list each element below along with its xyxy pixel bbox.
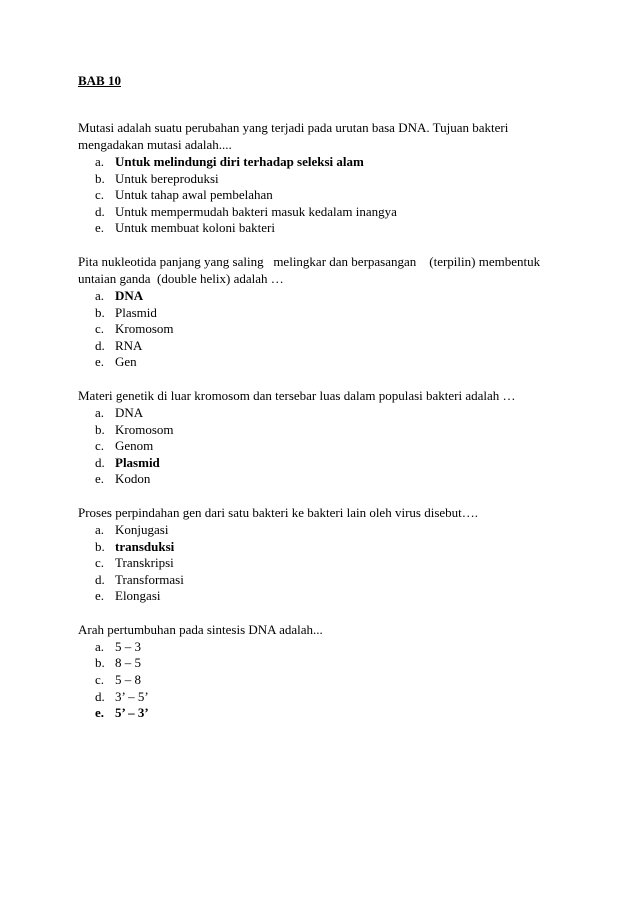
option-letter: d. (95, 337, 105, 353)
option-list (78, 153, 558, 236)
option-item (78, 337, 558, 354)
option-letter: c. (95, 555, 105, 571)
question-3 (78, 387, 558, 487)
option-item (78, 470, 558, 487)
option-item (78, 554, 558, 571)
option-text: Elongasi (115, 588, 161, 604)
option-letter: a. (95, 154, 105, 169)
option-item (78, 571, 558, 588)
option-text: 8 – 5 (115, 655, 141, 671)
option-letter: b. (95, 421, 105, 437)
option-letter: b. (95, 655, 105, 671)
option-letter: a. (95, 638, 105, 654)
option-text: Untuk mempermudah bakteri masuk kedalam inangya (115, 203, 397, 219)
option-letter: a. (95, 287, 105, 303)
question-1 (78, 119, 558, 236)
question-4 (78, 504, 558, 604)
option-letter: a. (95, 404, 105, 420)
option-letter: e. (95, 588, 105, 604)
option-item (78, 219, 558, 236)
question-5 (78, 621, 558, 721)
option-letter: c. (95, 672, 105, 688)
option-item (78, 404, 558, 421)
question-text: Proses perpindahan gen dari satu bakteri ke bakteri lain oleh virus disebut…. (78, 504, 479, 520)
option-item (78, 353, 558, 370)
question-text-continued: untaian ganda (double helix) adalah … (78, 270, 284, 286)
question-text-continued: mengadakan mutasi adalah.... (78, 137, 232, 152)
option-letter: e. (95, 354, 105, 370)
option-item (78, 304, 558, 321)
option-text: Untuk bereproduksi (115, 170, 219, 186)
option-text: Untuk membuat koloni bakteri (115, 220, 275, 236)
option-item (78, 203, 558, 220)
option-letter: d. (95, 688, 105, 704)
option-letter: d. (95, 571, 105, 587)
option-item (78, 654, 558, 671)
option-text: Transformasi (115, 571, 184, 587)
option-text: 5 – 3 (115, 638, 141, 654)
option-letter: e. (95, 220, 105, 236)
option-letter: c. (95, 438, 105, 454)
option-item (78, 320, 558, 337)
option-letter: c. (95, 187, 105, 203)
chapter-title: BAB 10 (78, 73, 121, 88)
option-text: Plasmid (115, 304, 157, 320)
question-text: Pita nukleotida panjang yang saling melingkar dan berpasangan (terpilin) membentuk (78, 253, 541, 269)
option-text: DNA (115, 404, 144, 420)
option-item (78, 704, 558, 721)
question-text: Mutasi adalah suatu perubahan yang terjadi pada urutan basa DNA. Tujuan bakteri (78, 120, 509, 135)
option-text: Untuk tahap awal pembelahan (115, 187, 273, 203)
option-text: RNA (115, 337, 143, 353)
option-text: Transkripsi (115, 555, 174, 571)
option-text: Untuk melindungi diri terhadap seleksi alam (115, 154, 364, 169)
option-item (78, 521, 558, 538)
option-item (78, 638, 558, 655)
option-list (78, 638, 558, 721)
option-text: Kromosom (115, 321, 174, 337)
option-letter: a. (95, 521, 105, 537)
option-item (78, 671, 558, 688)
option-letter: c. (95, 321, 105, 337)
option-letter: b. (95, 304, 105, 320)
option-item (78, 421, 558, 438)
option-letter: d. (95, 454, 105, 470)
option-text: Gen (115, 354, 137, 370)
option-text: Kodon (115, 471, 151, 487)
option-item (78, 186, 558, 203)
option-text: Kromosom (115, 421, 174, 437)
option-text: transduksi (115, 538, 175, 554)
option-text: Genom (115, 438, 154, 454)
option-item (78, 688, 558, 705)
option-item (78, 170, 558, 187)
option-item (78, 153, 558, 170)
option-text: 5 – 8 (115, 672, 141, 688)
option-letter: b. (95, 538, 105, 554)
option-item (78, 437, 558, 454)
question-list (78, 119, 558, 721)
question-2 (78, 253, 558, 370)
option-text: Plasmid (115, 454, 160, 470)
option-item (78, 587, 558, 604)
option-letter: e. (95, 471, 105, 487)
option-item (78, 538, 558, 555)
question-text: Arah pertumbuhan pada sintesis DNA adalah... (78, 621, 323, 637)
option-letter: d. (95, 203, 105, 219)
option-text: 3’ – 5’ (115, 688, 149, 704)
option-list (78, 404, 558, 487)
option-letter: b. (95, 170, 105, 186)
option-text: Konjugasi (115, 521, 169, 537)
option-letter: e. (95, 705, 105, 721)
document-page (78, 72, 558, 738)
question-text: Materi genetik di luar kromosom dan tersebar luas dalam populasi bakteri adalah … (78, 387, 516, 403)
option-list (78, 521, 558, 604)
option-list (78, 287, 558, 370)
option-item (78, 454, 558, 471)
option-text: 5’ – 3’ (115, 705, 149, 721)
option-text: DNA (115, 287, 144, 303)
option-item (78, 287, 558, 304)
